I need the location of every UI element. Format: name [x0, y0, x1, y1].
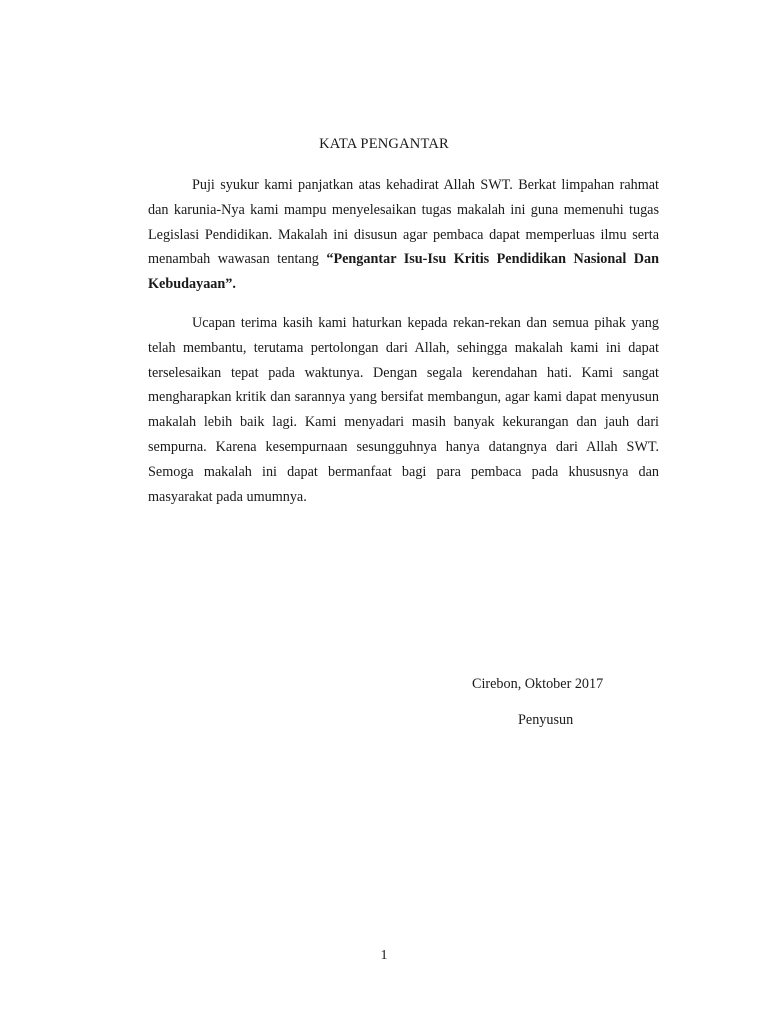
closing-signer: Penyusun [518, 712, 574, 728]
paragraph-intro-bold-title: “Pengantar Isu-Isu Kritis Pendidikan Nasional Dan Kebudayaan”. [148, 251, 659, 293]
closing-place-date: Cirebon, Oktober 2017 [472, 676, 604, 692]
page-title: KATA PENGANTAR [319, 136, 449, 152]
paragraph-intro-text: Puji syukur kami panjatkan atas kehadirat Allah SWT. Berkat limpahan rahmat dan karunia-Nya kami mampu menyelesaikan tugas makalah ini guna memenuhi tugas Legislasi Pendidikan. Makalah ini disusun agar pembaca dapat memperluas ilmu serta menambah wawasan tentang [148, 177, 659, 268]
paragraph-thanks: Ucapan terima kasih kami haturkan kepada rekan-rekan dan semua pihak yang telah membantu, terutama pertolongan dari Allah, sehingga makalah kami ini dapat terselesaikan tepat pada waktunya. Dengan segala kerendahan hati. Kami sangat mengharapkan kritik dan sarannya yang bersifat membangun, agar kami dapat menyusun makalah lebih baik lagi. Kami menyadari masih banyak kekurangan dan jauh dari sempurna. Karena kesempurnaan sesungguhnya hanya datangnya dari Allah SWT. Semoga makalah ini dapat bermanfaat bagi para pembaca pada khususnya dan masyarakat pada umumnya. [148, 315, 659, 505]
paragraph-intro [148, 173, 659, 297]
page-number: 1 [380, 948, 388, 963]
